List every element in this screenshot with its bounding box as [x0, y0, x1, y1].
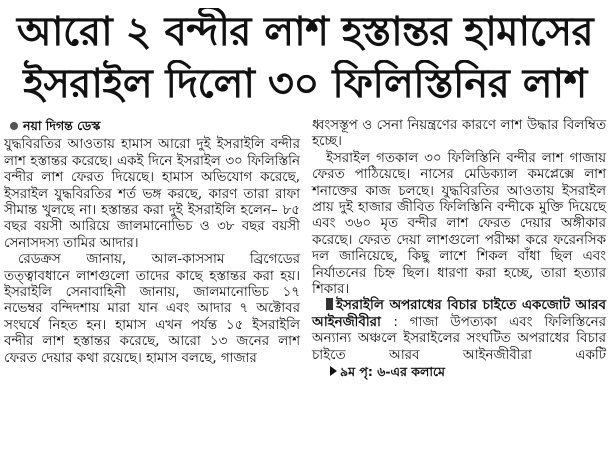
- article-left-column: [4, 118, 300, 367]
- continuation-jump[interactable]: [316, 364, 445, 380]
- arrow-right-icon: [330, 366, 337, 376]
- paragraph-continued: ধ্বংসস্তূপ ও সেনা নিয়ন্ত্রণের কারণে লাশ উদ্ধার বিলম্বিত হচ্ছে।: [312, 118, 606, 150]
- headline-line-2: ইসরাইল দিলো ৩০ ফিলিস্তিনির লাশ: [23, 61, 587, 107]
- paragraph-1: যুদ্ধবিরতির আওতায় হামাস আরো দুই ইসরাইলি বন্দীর লাশ হস্তান্তর করেছে। একই দিনে ইসরাইল ৩০ ফিলিস্তিনি বন্দীর লাশ ফেরত দিয়েছে। হামাস অভিযোগ করেছে, ইসরাইল যুদ্ধবিরতির শর্ত ভঙ্গ করছে, কারণ তারা রাফা সীমান্ত খুলছে না। হস্তান্তর করা দুই ইসরাইলি হলেন– ৮৫ বছর বয়সী আরিয়ে জালমানোভিচ ও ৩৮ বছর বয়সী সেনাসদস্য তামির আদার।: [4, 137, 300, 251]
- subhead-marker-icon: [326, 298, 333, 310]
- bullet-icon: [10, 122, 18, 130]
- subheading: [312, 298, 606, 381]
- paragraph-4: : গাজা উপত্যকা এবং ফিলিস্তিনের অন্যান্য অঞ্চলে ইসরাইলের সংঘটিত অপরাধের বিচার চাইতে আরব আইনজীবীরা একটি: [312, 314, 606, 363]
- article-right-column: [312, 118, 606, 382]
- byline-text: নয়া দিগন্ত ডেস্ক: [23, 118, 101, 133]
- byline: [4, 118, 300, 134]
- headline-line-1: আরো ২ বন্দীর লাশ হস্তান্তর হামাসের: [16, 9, 594, 55]
- jump-text: ৯ম পৃ: ৬-এর কলামে: [340, 364, 445, 380]
- paragraph-2: রেডক্রস জানায়, আল-কাসসাম ব্রিগেডের তত্ত্বাবধানে লাশগুলো তাদের কাছে হস্তান্তর করা হয়। ইসরাইলি সেনাবাহিনী জানায়, জালমানোভিচ ১৭ নভেম্বর বন্দিদশায় মারা যান এবং আদার ৭ অক্টোবর সংঘর্ষে নিহত হন। হামাস এখন পর্যন্ত ১৫ ইসরাইলি বন্দীর লাশ হস্তান্তর করেছে, আরো ১৩ জনের লাশ ফেরত দেয়ার কথা রয়েছে। হামাস বলছে, গাজার: [4, 252, 300, 366]
- subheading-text: ইসরাইলি অপরাধের বিচার চাইতে একজোট আরব আইনজীবীরা: [312, 298, 606, 330]
- paragraph-3: ইসরাইল গতকাল ৩০ ফিলিস্তিনি বন্দীর লাশ গাজায় ফেরত পাঠিয়েছে। নাসের মেডিক্যাল কমপ্লেক্সে লাশ শনাক্তের কাজ চলছে। যুদ্ধবিরতির আওতায় ইসরাইল প্রায় দুই হাজার জীবিত ফিলিস্তিনি বন্দীকে মুক্তি দিয়েছে এবং ৩৬০ মৃত বন্দীর লাশ ফেরত দেয়ার অঙ্গীকার করেছে। ফেরত দেয়া লাশগুলো পরীক্ষা করে ফরেনসিক দল জানিয়েছে, কিছু লাশে শিকল বাঁধা ছিল এবং নির্যাতনের চিহ্ন ছিল। ধারণা করা হচ্ছে, তারা হত্যার শিকার।: [312, 150, 606, 298]
